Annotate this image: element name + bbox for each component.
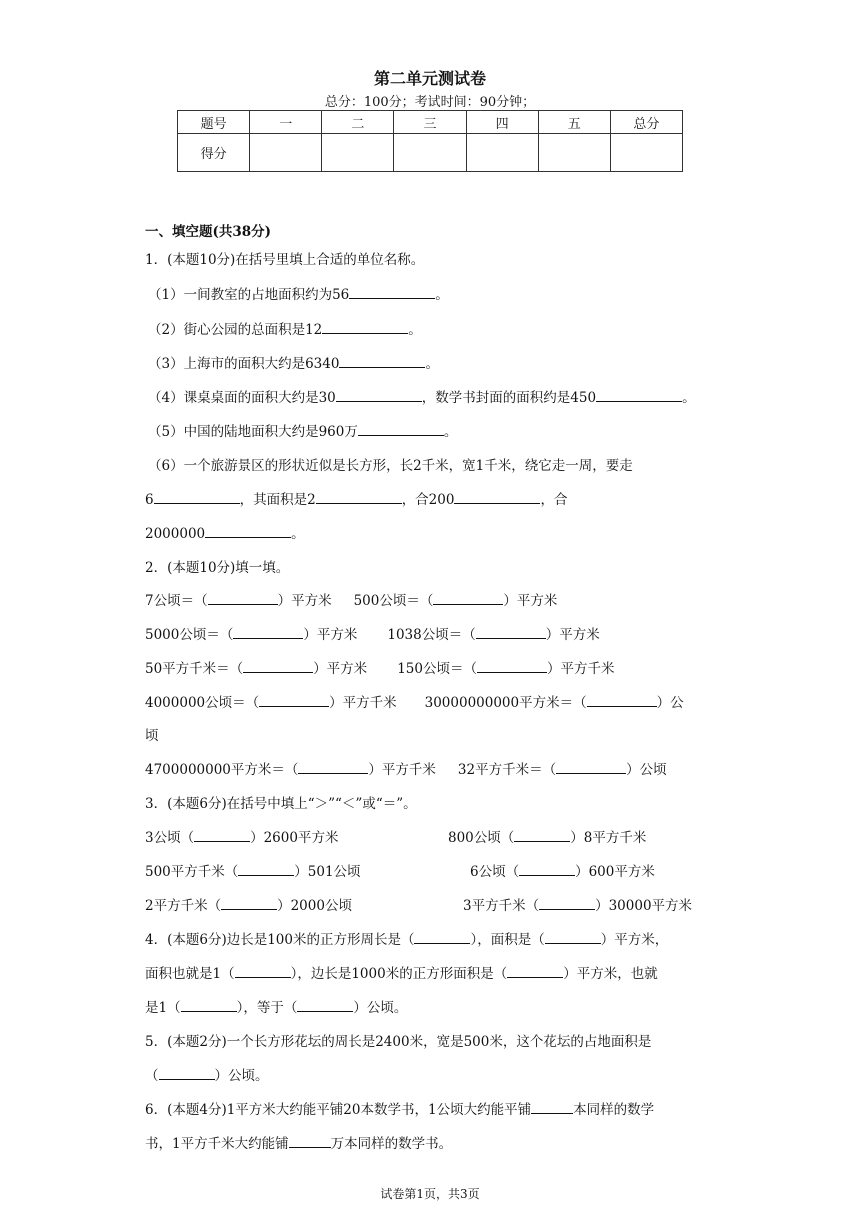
score-cell[interactable] [322,134,394,172]
question-1-item-3: （3）上海市的面积大约是6340 。 [148,356,439,372]
page-title: 第二单元测试卷 [373,69,486,88]
question-1-item-1: （1）一间教室的占地面积约为56 。 [148,287,449,303]
answer-blank[interactable] [235,965,291,978]
answer-blank[interactable] [316,491,402,504]
answer-blank[interactable] [194,829,250,842]
score-header-cell: 题号 [178,111,250,134]
answer-blank[interactable] [298,761,368,774]
answer-blank[interactable] [587,694,657,707]
answer-blank[interactable] [477,660,547,673]
answer-blank[interactable] [556,761,626,774]
answer-blank[interactable] [433,592,503,605]
answer-blank[interactable] [358,423,444,436]
question-2-line-5: 4700000000平方米＝（ ）平方千米 32平方千米＝（ ）公顷 [145,762,667,778]
question-3-line-2: 500平方千米（ ）501公顷 [145,864,361,880]
question-1-stem: 1．(本题10分)在括号里填上合适的单位名称。 [145,252,425,268]
question-2-line-3: 50平方千米＝（ ）平方米 150公顷＝（ ）平方千米 [145,661,615,677]
answer-blank[interactable] [336,389,422,402]
answer-blank[interactable] [414,931,470,944]
question-2-line-4-cont: 顷 [145,728,159,744]
score-header-cell: 五 [538,111,610,134]
question-2-line-4: 4000000公顷＝（ ）平方千米 30000000000平方米＝（ ）公 [145,695,684,711]
answer-blank[interactable] [297,999,353,1012]
answer-blank[interactable] [514,829,570,842]
question-6-line-2: 书，1平方千米大约能铺 万本同样的数学书。 [145,1136,453,1152]
page-footer: 试卷第1页，共3页 [380,1187,480,1201]
question-3-line-3-right: 3平方千米（ ）30000平方米 [463,898,693,914]
question-3-line-1: 3公顷（ ）2600平方米 [145,830,339,846]
score-cell[interactable] [610,134,682,172]
answer-blank[interactable] [339,355,425,368]
question-4-line-2: 面积也就是1（ ），边长是1000米的正方形面积是（ ）平方米，也就 [145,966,658,982]
answer-blank[interactable] [545,931,601,944]
question-1-item-5: （5）中国的陆地面积大约是960万 。 [148,424,458,440]
question-2-line-2: 5000公顷＝（ ）平方米 1038公顷＝（ ）平方米 [145,627,600,643]
answer-blank[interactable] [233,626,303,639]
question-5-line-1: 5．(本题2分)一个长方形花坛的周长是2400米，宽是500米，这个花坛的占地面积是 [145,1034,652,1050]
score-cell[interactable] [538,134,610,172]
answer-blank[interactable] [476,626,546,639]
answer-blank[interactable] [154,491,240,504]
score-row-label: 得分 [178,134,250,172]
score-cell[interactable] [250,134,322,172]
question-5-line-2: （ ）公顷。 [145,1068,269,1084]
question-3-stem: 3．(本题6分)在括号中填上“＞”“＜”或“＝”。 [145,796,417,812]
question-2-stem: 2．(本题10分)填一填。 [145,560,290,576]
answer-blank[interactable] [539,897,595,910]
question-4-line-3: 是1（ ），等于（ ）公顷。 [145,1000,408,1016]
question-3-line-3: 2平方千米（ ）2000公顷 [145,898,352,914]
question-3-line-1-right: 800公顷（ ）8平方千米 [448,830,647,846]
score-header-cell: 四 [466,111,538,134]
question-6-line-1: 6．(本题4分)1平方米大约能平铺20本数学书，1公顷大约能平铺 本同样的数学 [145,1102,655,1118]
answer-blank[interactable] [238,863,294,876]
answer-blank[interactable] [243,660,313,673]
question-1-item-6-end: 2000000 。 [145,526,305,542]
score-header-cell: 一 [250,111,322,134]
score-header-cell: 总分 [610,111,682,134]
answer-blank[interactable] [221,897,277,910]
answer-blank[interactable] [205,525,291,538]
answer-blank[interactable] [519,863,575,876]
answer-blank[interactable] [208,592,278,605]
question-1-item-2: （2）街心公园的总面积是12 。 [148,322,422,338]
answer-blank[interactable] [507,965,563,978]
question-1-item-6-cont: 6 ，其面积是2 ，合200 ，合 [145,492,568,508]
answer-blank[interactable] [349,286,435,299]
score-table [177,110,683,172]
answer-blank[interactable] [159,1067,215,1080]
score-header-cell: 三 [394,111,466,134]
question-4-line-1: 4．(本题6分)边长是100米的正方形周长是（ ），面积是（ ）平方米， [145,932,669,948]
answer-blank[interactable] [322,321,408,334]
exam-info: 总分：100分；考试时间：90分钟； [324,95,536,110]
answer-blank[interactable] [289,1135,331,1148]
question-2-line-1: 7公顷＝（ ）平方米 500公顷＝（ ）平方米 [145,593,558,609]
question-1-item-4: （4）课桌桌面的面积大约是30 ，数学书封面的面积约是450 。 [148,390,696,406]
answer-blank[interactable] [531,1101,573,1114]
answer-blank[interactable] [454,491,540,504]
question-1-item-6: （6）一个旅游景区的形状近似是长方形，长2千米，宽1千米，绕它走一周，要走 [148,458,633,474]
answer-blank[interactable] [259,694,329,707]
section-heading: 一、填空题(共38分) [145,224,272,240]
answer-blank[interactable] [596,389,682,402]
question-3-line-2-right: 6公顷（ ）600平方米 [470,864,655,880]
score-cell[interactable] [394,134,466,172]
score-cell[interactable] [466,134,538,172]
score-header-cell: 二 [322,111,394,134]
answer-blank[interactable] [181,999,237,1012]
